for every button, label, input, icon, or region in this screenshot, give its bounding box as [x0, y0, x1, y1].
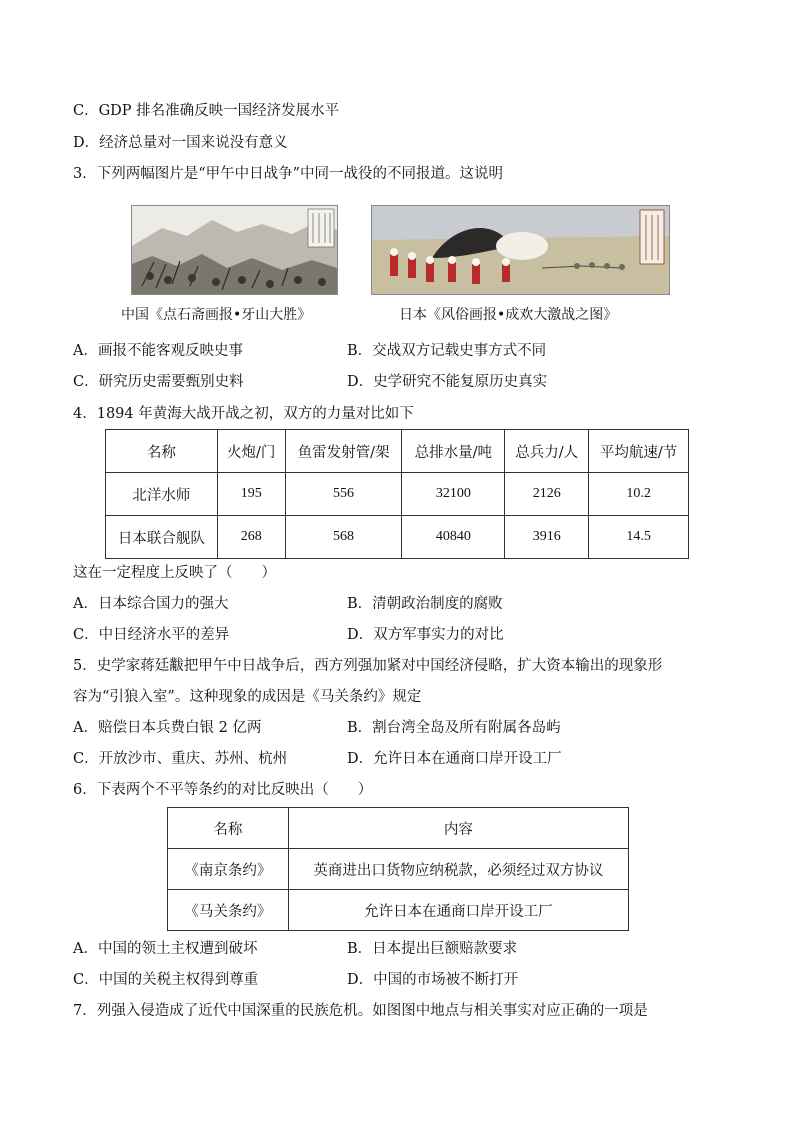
q3-option-d[interactable]: D．史学研究不能复原历史真实 [347, 374, 548, 390]
table-cell: 32100 [402, 473, 505, 516]
table-cell: 40840 [402, 516, 505, 559]
table-row [168, 849, 629, 890]
table-header-cell: 名称 [106, 430, 218, 473]
table-cell: 《马关条约》 [168, 890, 289, 931]
table-header-cell: 总兵力/人 [505, 430, 589, 473]
q3-option-a[interactable]: A．画报不能客观反映史事 [73, 343, 243, 359]
q3-right-illustration [371, 205, 670, 295]
table-header-cell: 火炮/门 [217, 430, 285, 473]
table-cell: 3916 [505, 516, 589, 559]
table-row [106, 516, 689, 559]
table-cell: 10.2 [589, 473, 689, 516]
table-row [106, 473, 689, 516]
q4-option-c[interactable]: C．中日经济水平的差异 [73, 627, 230, 643]
q3-stem: 3．下列两幅图片是“甲午中日战争”中同一战役的不同报道。这说明 [73, 166, 504, 182]
table-header-cell: 鱼雷发射管/架 [285, 430, 402, 473]
q6-option-b[interactable]: B．日本提出巨额赔款要求 [347, 941, 518, 957]
q3-right-caption: 日本《风俗画报•成欢大激战之图》 [399, 307, 618, 323]
table-cell: 568 [285, 516, 402, 559]
table-cell: 556 [285, 473, 402, 516]
q3-option-b[interactable]: B．交战双方记载史事方式不同 [347, 343, 547, 359]
q6-stem: 6．下表两个不平等条约的对比反映出（ ） [73, 782, 373, 798]
q5-option-d[interactable]: D．允许日本在通商口岸开设工厂 [347, 751, 562, 767]
table-header-cell: 平均航速/节 [589, 430, 689, 473]
table-cell: 14.5 [589, 516, 689, 559]
q4-force-comparison-table [105, 429, 689, 559]
table-header-cell: 总排水量/吨 [402, 430, 505, 473]
table-cell: 日本联合舰队 [106, 516, 218, 559]
table-cell: 268 [217, 516, 285, 559]
table-header-cell: 名称 [168, 808, 289, 849]
q4-option-a[interactable]: A．日本综合国力的强大 [73, 596, 229, 612]
table-cell: 北洋水师 [106, 473, 218, 516]
table-header-cell: 内容 [288, 808, 628, 849]
q4-option-d[interactable]: D．双方军事实力的对比 [347, 627, 504, 643]
q6-option-a[interactable]: A．中国的领土主权遭到破坏 [73, 941, 258, 957]
table-cell: 195 [217, 473, 285, 516]
q6-option-d[interactable]: D．中国的市场被不断打开 [347, 972, 519, 988]
q5-option-b[interactable]: B．割台湾全岛及所有附属各岛屿 [347, 720, 561, 736]
q7-stem: 7．列强入侵造成了近代中国深重的民族危机。如图图中地点与相关事实对应正确的一项是 [73, 1003, 648, 1019]
table-row [168, 890, 629, 931]
table-header-row [106, 430, 689, 473]
table-cell: 《南京条约》 [168, 849, 289, 890]
prev-option-c: C．GDP 排名准确反映一国经济发展水平 [73, 103, 340, 119]
q4-stem: 4．1894 年黄海大战开战之初，双方的力量对比如下 [73, 406, 414, 422]
table-cell: 英商进出口货物应纳税款，必须经过双方协议 [288, 849, 628, 890]
q6-option-c[interactable]: C．中国的关税主权得到尊重 [73, 972, 259, 988]
table-header-row [168, 808, 629, 849]
q3-left-illustration [131, 205, 338, 295]
q5-option-c[interactable]: C．开放沙市、重庆、苏州、杭州 [73, 751, 288, 767]
table-cell: 允许日本在通商口岸开设工厂 [288, 890, 628, 931]
q5-stem-line1: 5．史学家蒋廷黻把甲午中日战争后，西方列强加紧对中国经济侵略，扩大资本输出的现象形 [73, 658, 663, 674]
table-cell: 2126 [505, 473, 589, 516]
q3-option-c[interactable]: C．研究历史需要甄别史料 [73, 374, 244, 390]
prev-option-d: D．经济总量对一国来说没有意义 [73, 135, 288, 151]
q4-option-b[interactable]: B．清朝政治制度的腐败 [347, 596, 503, 612]
q3-left-caption: 中国《点石斋画报•牙山大胜》 [121, 307, 312, 323]
q4-tail: 这在一定程度上反映了（ ） [73, 565, 276, 581]
q5-stem-line2: 容为“引狼入室”。这种现象的成因是《马关条约》规定 [73, 689, 422, 705]
q6-treaty-comparison-table [167, 807, 629, 931]
q5-option-a[interactable]: A．赔偿日本兵费白银 2 亿两 [73, 720, 262, 736]
